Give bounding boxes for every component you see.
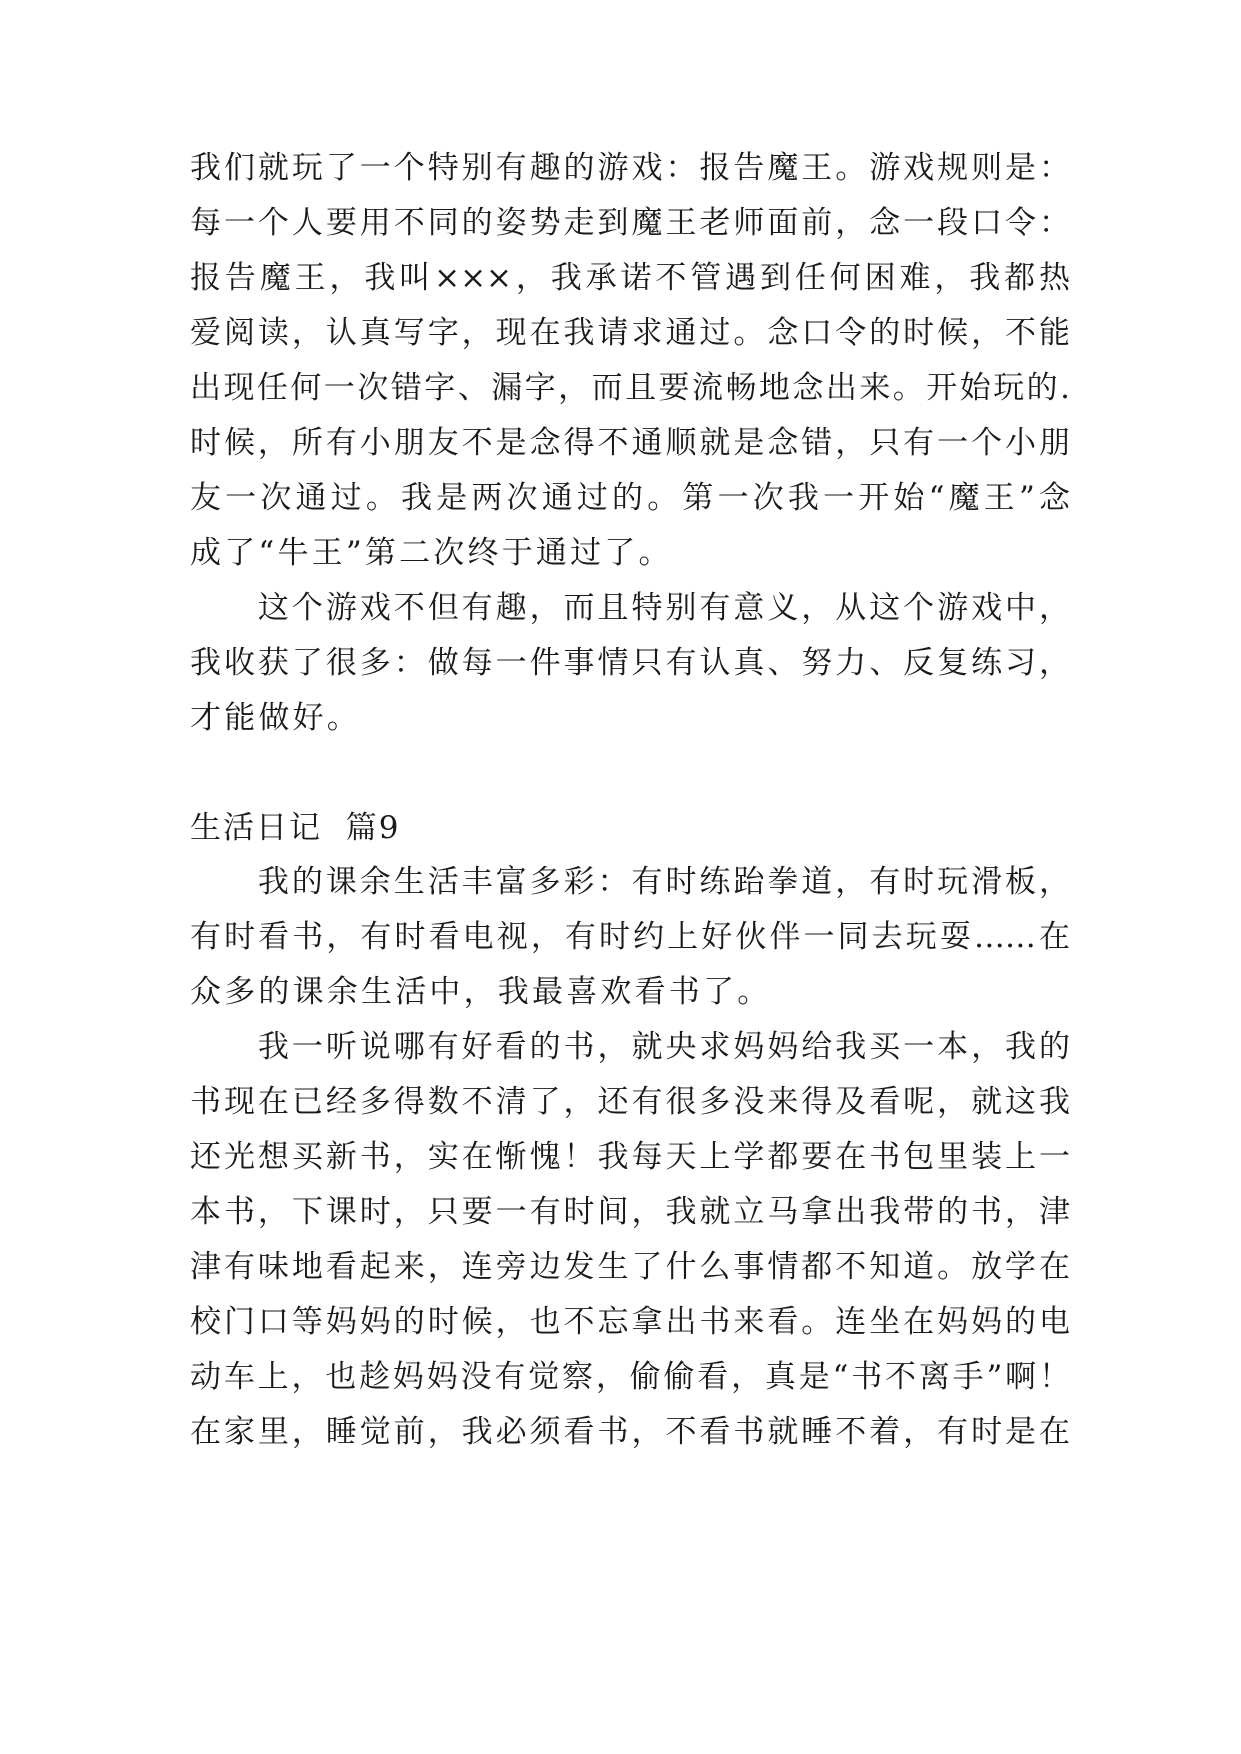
paragraph-line: 我的课余生活丰富多彩：有时练跆拳道，有时玩滑板， <box>190 864 1070 900</box>
paragraph-line: 报告魔王，我叫×××，我承诺不管遇到任何困难，我都热 <box>190 260 1070 296</box>
paragraph-line: 时候，所有小朋友不是念得不通顺就是念错，只有一个小朋 <box>190 425 1070 461</box>
paragraph-line: 校门口等妈妈的时候，也不忘拿出书来看。连坐在妈妈的电 <box>190 1304 1070 1340</box>
paragraph-line: 书现在已经多得数不清了，还有很多没来得及看呢，就这我 <box>190 1084 1070 1120</box>
paragraph-line: 我一听说哪有好看的书，就央求妈妈给我买一本，我的 <box>190 1029 1070 1065</box>
paragraph-line: 出现任何一次错字、漏字，而且要流畅地念出来。开始玩的. <box>190 370 1070 406</box>
paragraph-line: 爱阅读，认真写字，现在我请求通过。念口令的时候，不能 <box>190 315 1070 351</box>
paragraph-line: 我收获了很多：做每一件事情只有认真、努力、反复练习， <box>190 645 1070 681</box>
paragraph-line: 有时看书，有时看电视，有时约上好伙伴一同去玩耍……在 <box>190 919 1070 955</box>
paragraph-line: 众多的课余生活中，我最喜欢看书了。 <box>190 974 772 1010</box>
paragraph-line: 动车上，也趁妈妈没有觉察，偷偷看，真是“书不离手”啊！ <box>190 1359 1070 1395</box>
paragraph-line: 在家里，睡觉前，我必须看书，不看书就睡不着，有时是在 <box>190 1414 1070 1450</box>
section-heading: 生活日记 篇9 <box>190 810 401 846</box>
paragraph-line: 津有味地看起来，连旁边发生了什么事情都不知道。放学在 <box>190 1249 1070 1285</box>
paragraph-line: 每一个人要用不同的姿势走到魔王老师面前，念一段口令： <box>190 205 1070 241</box>
paragraph-line: 才能做好。 <box>190 700 361 736</box>
paragraph-line: 这个游戏不但有趣，而且特别有意义，从这个游戏中， <box>190 590 1070 626</box>
paragraph-line: 还光想买新书，实在惭愧！我每天上学都要在书包里装上一 <box>190 1139 1070 1175</box>
paragraph-line: 友一次通过。我是两次通过的。第一次我一开始“魔王”念 <box>190 480 1070 516</box>
paragraph-line: 我们就玩了一个特别有趣的游戏：报告魔王。游戏规则是： <box>190 150 1070 186</box>
paragraph-line: 本书，下课时，只要一有时间，我就立马拿出我带的书，津 <box>190 1194 1070 1230</box>
paragraph-line: 成了“牛王”第二次终于通过了。 <box>190 535 673 571</box>
